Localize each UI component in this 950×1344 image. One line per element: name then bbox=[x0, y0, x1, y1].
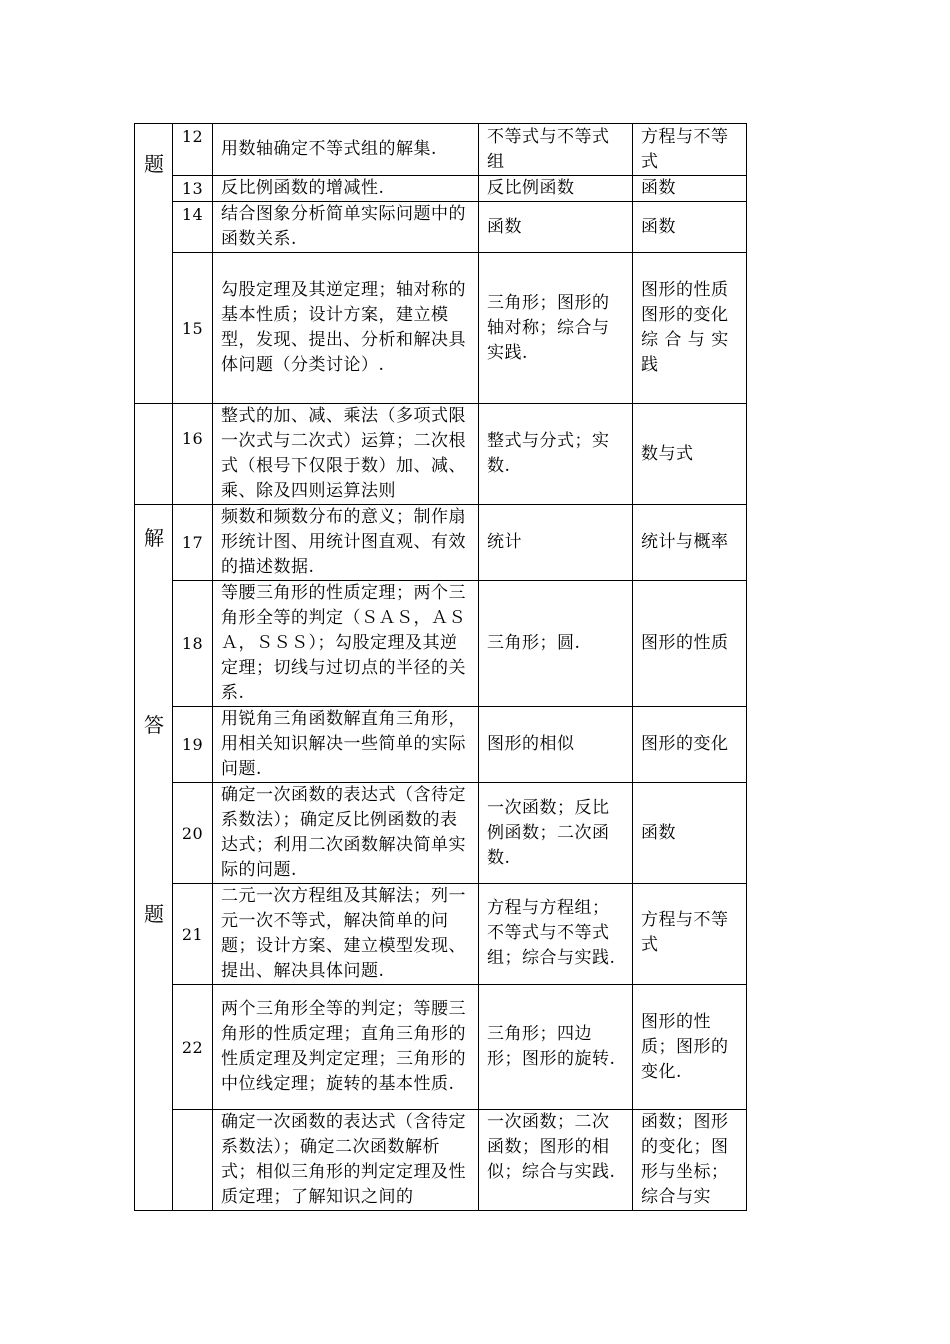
content-cell: 两个三角形全等的判定；等腰三角形的性质定理；直角三角形的性质定理及判定定理；三角形的中位线定理；旋转的基本性质. bbox=[213, 985, 479, 1110]
category-label-answer-2: 答 bbox=[144, 713, 164, 737]
curriculum-table bbox=[134, 123, 747, 1211]
area-cell: 一次函数；反比例函数；二次函数. bbox=[479, 783, 633, 884]
domain-cell: 统计与概率 bbox=[633, 505, 747, 581]
domain-cell: 函数；图形的变化；图形与坐标；综合与实 bbox=[633, 1110, 747, 1211]
domain-cell: 图形的性质；图形的变化. bbox=[633, 985, 747, 1110]
content-cell: 整式的加、减、乘法（多项式限一次式与二次式）运算；二次根式（根号下仅限于数）加、减、乘、除及四则运算法则 bbox=[213, 404, 479, 505]
category-cell-empty bbox=[135, 404, 173, 505]
area-cell: 一次函数；二次函数；图形的相似；综合与实践. bbox=[479, 1110, 633, 1211]
area-cell: 整式与分式；实数. bbox=[479, 404, 633, 505]
domain-cell: 图形的性质 bbox=[633, 581, 747, 707]
question-number: 19 bbox=[173, 707, 213, 783]
question-number: 14 bbox=[173, 202, 213, 253]
domain-cell: 方程与不等式 bbox=[633, 884, 747, 985]
question-number: 15 bbox=[173, 253, 213, 404]
content-cell: 确定一次函数的表达式（含待定系数法）；确定反比例函数的表达式；利用二次函数解决简单实际的问题. bbox=[213, 783, 479, 884]
question-number: 22 bbox=[173, 985, 213, 1110]
table-row bbox=[135, 581, 747, 707]
table-row bbox=[135, 985, 747, 1110]
question-number: 21 bbox=[173, 884, 213, 985]
area-cell: 统计 bbox=[479, 505, 633, 581]
domain-cell: 函数 bbox=[633, 176, 747, 202]
table-row bbox=[135, 1110, 747, 1211]
table-row bbox=[135, 505, 747, 581]
area-cell: 三角形；圆. bbox=[479, 581, 633, 707]
content-cell: 等腰三角形的性质定理；两个三角形全等的判定（ＳＡＳ，ＡＳＡ，ＳＳＳ）；勾股定理及其逆定理；切线与过切点的半径的关系. bbox=[213, 581, 479, 707]
content-cell: 结合图象分析简单实际问题中的函数关系. bbox=[213, 202, 479, 253]
content-cell: 频数和频数分布的意义；制作扇形统计图、用统计图直观、有效的描述数据. bbox=[213, 505, 479, 581]
table-row bbox=[135, 404, 747, 505]
question-number: 12 bbox=[173, 124, 213, 176]
content-cell: 确定一次函数的表达式（含待定系数法）；确定二次函数解析式；相似三角形的判定定理及性质定理；了解知识之间的 bbox=[213, 1110, 479, 1211]
content-cell: 勾股定理及其逆定理；轴对称的基本性质；设计方案，建立模型，发现、提出、分析和解决具体问题（分类讨论）. bbox=[213, 253, 479, 404]
question-number: 18 bbox=[173, 581, 213, 707]
area-cell: 函数 bbox=[479, 202, 633, 253]
content-cell: 用数轴确定不等式组的解集. bbox=[213, 124, 479, 176]
area-cell: 三角形；四边形；图形的旋转. bbox=[479, 985, 633, 1110]
content-cell: 用锐角三角函数解直角三角形，用相关知识解决一些简单的实际问题. bbox=[213, 707, 479, 783]
table-row bbox=[135, 707, 747, 783]
table-row bbox=[135, 202, 747, 253]
area-cell: 图形的相似 bbox=[479, 707, 633, 783]
domain-cell: 函数 bbox=[633, 783, 747, 884]
table-row bbox=[135, 176, 747, 202]
question-number: 17 bbox=[173, 505, 213, 581]
area-cell: 不等式与不等式组 bbox=[479, 124, 633, 176]
area-cell: 方程与方程组；不等式与不等式组；综合与实践. bbox=[479, 884, 633, 985]
domain-cell: 方程与不等式 bbox=[633, 124, 747, 176]
question-number: 16 bbox=[173, 404, 213, 505]
content-cell: 二元一次方程组及其解法；列一元一次不等式，解决简单的问题；设计方案、建立模型发现、提出、解决具体问题. bbox=[213, 884, 479, 985]
question-number: 13 bbox=[173, 176, 213, 202]
category-cell bbox=[135, 505, 173, 1211]
question-number: 20 bbox=[173, 783, 213, 884]
domain-cell: 图形的变化 bbox=[633, 707, 747, 783]
table-row bbox=[135, 253, 747, 404]
domain-cell: 数与式 bbox=[633, 404, 747, 505]
area-cell: 反比例函数 bbox=[479, 176, 633, 202]
table-row bbox=[135, 124, 747, 176]
question-number bbox=[173, 1110, 213, 1211]
content-cell: 反比例函数的增减性. bbox=[213, 176, 479, 202]
domain-cell: 函数 bbox=[633, 202, 747, 253]
category-label-answer-1: 解 bbox=[144, 526, 164, 550]
table-row bbox=[135, 884, 747, 985]
table-row bbox=[135, 783, 747, 884]
domain-cell: 图形的性质 图形的变化 综 合 与 实 践 bbox=[633, 253, 747, 404]
area-cell: 三角形；图形的轴对称；综合与实践. bbox=[479, 253, 633, 404]
category-label-top: 题 bbox=[144, 152, 164, 176]
category-label-answer-3: 题 bbox=[144, 902, 164, 926]
